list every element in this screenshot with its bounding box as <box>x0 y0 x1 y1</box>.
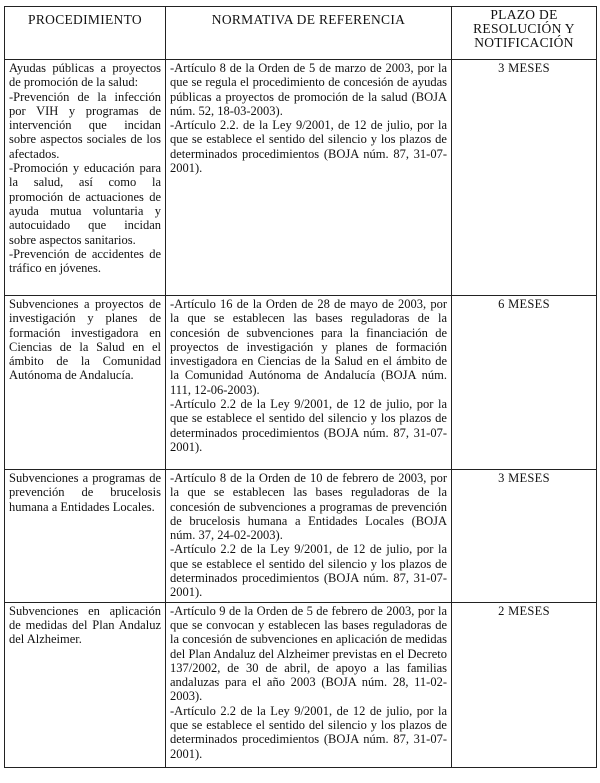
normativa-cell <box>166 296 452 470</box>
normativa-text: -Artículo 2.2 de la Ley 9/2001, de 12 de julio, por la que se establece el sentido del silencio y los plazos de determinados procedimientos (BOJA núm. 87, 31-07-2001). <box>170 397 447 454</box>
table-row <box>5 470 597 603</box>
header-plazo-line2: RESOLUCIÓN Y <box>473 21 575 36</box>
header-plazo-line1: PLAZO DE <box>490 7 558 22</box>
normativa-text: -Artículo 16 de la Orden de 28 de mayo de 2003, por la que se establecen las bases reguladoras de la concesión de subvenciones para la financiación de proyectos de investigación y planes de formación investigadora en Ciencias de la Salud en el ámbito de la Comunidad Autónoma de Andalucía (BOJA núm. 111, 12-06-2003). <box>170 297 447 397</box>
normativa-cell <box>166 470 452 603</box>
header-procedimiento: PROCEDIMIENTO <box>5 7 166 60</box>
procedimiento-text: -Prevención de accidentes de tráfico en jóvenes. <box>9 246 161 276</box>
plazo-cell: 6 MESES <box>452 296 597 470</box>
procedimiento-text: Subvenciones a programas de prevención de brucelosis humana a Entidades Locales. <box>9 471 161 514</box>
plazo-cell: 2 MESES <box>452 602 597 767</box>
table-row <box>5 60 597 296</box>
table-header-row <box>5 7 597 60</box>
normativa-text: -Artículo 2.2. de la Ley 9/2001, de 12 de julio, por la que se establece el sentido del silencio y los plazos de determinados procedimientos (BOJA núm. 87, 31-07-2001). <box>170 118 447 176</box>
normativa-text: -Artículo 9 de la Orden de 5 de febrero de 2003, por la que se convocan y establecen las bases reguladoras de la concesión de subvenciones en aplicación de medidas del Plan Andaluz del Alzheimer previstas en el Decreto 137/2002, de 30 de abril, de apoyo a las familias andaluzas para el año 2003 (BOJA núm. 28, 11-02-2003). <box>170 603 447 704</box>
normativa-text: -Artículo 8 de la Orden de 10 de febrero de 2003, por la que se establecen las bases reguladoras de la concesión de subvenciones a programas de prevención de brucelosis humana a Entidades Locales (BOJA núm. 37, 24-02-2003). <box>170 471 447 543</box>
table-row <box>5 296 597 470</box>
table-row <box>5 602 597 767</box>
normativa-cell <box>166 60 452 296</box>
normativa-text: -Artículo 2.2 de la Ley 9/2001, de 12 de julio, por la que se establece el sentido del silencio y los plazos de determinados procedimientos (BOJA núm. 87, 31-07-2001). <box>170 703 447 761</box>
procedimiento-text: Subvenciones a proyectos de investigación y planes de formación investigadora en Ciencias de la Salud en el ámbito de la Comunidad Autónoma de Andalucía. <box>9 297 161 383</box>
procedimiento-cell <box>5 470 166 603</box>
plazo-cell: 3 MESES <box>452 470 597 603</box>
normativa-text: -Artículo 2.2 de la Ley 9/2001, de 12 de julio, por la que se establece el sentido del silencio y los plazos de determinados procedimientos (BOJA núm. 87, 31-07-2001). <box>170 542 447 600</box>
normativa-cell <box>166 602 452 767</box>
procedures-table <box>4 6 597 768</box>
procedimiento-cell <box>5 296 166 470</box>
plazo-cell: 3 MESES <box>452 60 597 296</box>
procedimiento-text: -Prevención de la infección por VIH y programas de intervención que incidan sobre aspectos sociales de los afectados. <box>9 89 161 161</box>
procedimiento-text: Ayudas públicas a proyectos de promoción de la salud: <box>9 61 161 90</box>
procedimiento-cell <box>5 602 166 767</box>
normativa-text: -Artículo 8 de la Orden de 5 de marzo de 2003, por la que se regula el procedimiento de concesión de ayudas públicas a proyectos de promoción de la salud (BOJA núm. 52, 18-03-2003). <box>170 61 447 118</box>
header-plazo <box>452 7 597 60</box>
procedimiento-text: Subvenciones en aplicación de medidas del Plan Andaluz del Alzheimer. <box>9 603 161 647</box>
header-normativa: NORMATIVA DE REFERENCIA <box>166 7 452 60</box>
procedimiento-text: -Promoción y educación para la salud, así como la promoción de actuaciones de ayuda mutua voluntaria y autocuidado que incidan sobre aspectos sanitarios. <box>9 161 161 247</box>
procedimiento-cell <box>5 60 166 296</box>
header-plazo-line3: NOTIFICACIÓN <box>474 35 574 50</box>
